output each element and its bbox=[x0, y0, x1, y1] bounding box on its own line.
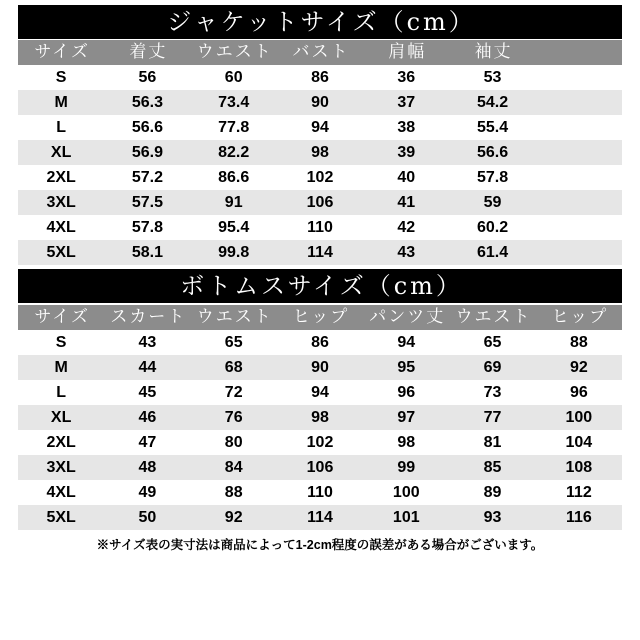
pants-length-value: 101 bbox=[392, 509, 420, 526]
hip-value-2: 104 bbox=[565, 434, 593, 451]
skirt-value: 44 bbox=[138, 359, 157, 376]
bottoms-row-4xl bbox=[18, 480, 622, 505]
jacket-row-m bbox=[18, 90, 622, 115]
empty-cell bbox=[536, 65, 622, 90]
sleeve-length-value: 57.8 bbox=[476, 169, 509, 186]
waist-value: 84 bbox=[224, 459, 243, 476]
size-label: L bbox=[56, 384, 67, 401]
bust-value: 102 bbox=[306, 169, 334, 186]
sleeve-length-value: 55.4 bbox=[476, 119, 509, 136]
hip-value: 94 bbox=[311, 384, 329, 401]
skirt-value: 48 bbox=[138, 459, 157, 476]
length-value: 57.5 bbox=[131, 194, 163, 211]
jacket-row-4xl bbox=[18, 215, 622, 240]
bottoms-size-table bbox=[18, 269, 622, 530]
empty-cell bbox=[536, 240, 622, 265]
waist-value: 72 bbox=[224, 384, 243, 401]
header-bust: バスト bbox=[292, 42, 350, 62]
waist-value: 60 bbox=[224, 69, 243, 86]
header-skirt: スカート bbox=[110, 307, 187, 327]
length-value: 56.9 bbox=[131, 144, 163, 161]
pants-length-value: 94 bbox=[397, 334, 416, 351]
waist-value-2: 65 bbox=[483, 334, 502, 351]
empty-cell bbox=[536, 165, 622, 190]
jacket-row-5xl bbox=[18, 240, 622, 265]
bottoms-row-2xl bbox=[18, 430, 622, 455]
hip-value-2: 116 bbox=[565, 509, 592, 526]
bust-value: 114 bbox=[307, 244, 333, 261]
header-shoulder-width: 肩幅 bbox=[388, 42, 427, 62]
pants-length-value: 100 bbox=[392, 484, 420, 501]
hip-value-2: 112 bbox=[565, 484, 592, 501]
size-label: S bbox=[55, 334, 67, 351]
header-hip-2: ヒップ bbox=[551, 307, 609, 327]
size-label: L bbox=[56, 119, 67, 136]
hip-value: 114 bbox=[307, 509, 333, 526]
waist-value: 76 bbox=[224, 409, 243, 426]
hip-value-2: 96 bbox=[569, 384, 588, 401]
skirt-value: 45 bbox=[138, 384, 157, 401]
header-size: サイズ bbox=[34, 307, 90, 327]
length-value: 57.8 bbox=[131, 219, 163, 236]
waist-value-2: 69 bbox=[483, 359, 502, 376]
shoulder-width-value: 41 bbox=[397, 194, 416, 211]
waist-value-2: 73 bbox=[483, 384, 502, 401]
jacket-row-3xl bbox=[18, 190, 622, 215]
header-size: サイズ bbox=[34, 42, 90, 62]
bottoms-row-m bbox=[18, 355, 622, 380]
bottoms-row-l bbox=[18, 380, 622, 405]
waist-value: 80 bbox=[224, 434, 243, 451]
hip-value: 110 bbox=[307, 484, 333, 501]
waist-value: 82.2 bbox=[218, 144, 250, 161]
jacket-row-l bbox=[18, 115, 622, 140]
bottoms-row-5xl bbox=[18, 505, 622, 530]
empty-cell bbox=[536, 140, 622, 165]
bottoms-header-row bbox=[18, 305, 622, 330]
size-label: M bbox=[54, 359, 68, 376]
waist-value: 95.4 bbox=[218, 219, 250, 236]
size-label: 2XL bbox=[46, 434, 76, 451]
header-waist-2: ウエスト bbox=[455, 307, 532, 327]
jacket-size-table bbox=[18, 5, 622, 265]
shoulder-width-value: 38 bbox=[397, 119, 416, 136]
bust-value: 106 bbox=[306, 194, 334, 211]
bust-value: 98 bbox=[311, 144, 329, 161]
pants-length-value: 95 bbox=[397, 359, 416, 376]
length-value: 57.2 bbox=[131, 169, 163, 186]
waist-value: 91 bbox=[224, 194, 243, 211]
length-value: 56 bbox=[138, 69, 157, 86]
sleeve-length-value: 61.4 bbox=[476, 244, 509, 261]
hip-value: 102 bbox=[306, 434, 334, 451]
header-hip: ヒップ bbox=[292, 307, 350, 327]
hip-value-2: 88 bbox=[569, 334, 588, 351]
skirt-value: 46 bbox=[138, 409, 157, 426]
header-pants-length: パンツ丈 bbox=[369, 307, 446, 327]
size-label: 3XL bbox=[46, 194, 76, 211]
pants-length-value: 99 bbox=[397, 459, 416, 476]
hip-value: 90 bbox=[311, 359, 329, 376]
empty-cell bbox=[536, 115, 622, 140]
waist-value: 88 bbox=[224, 484, 243, 501]
shoulder-width-value: 43 bbox=[397, 244, 416, 261]
waist-value: 99.8 bbox=[218, 244, 250, 261]
header-length: 着丈 bbox=[129, 42, 168, 62]
length-value: 56.6 bbox=[131, 119, 163, 136]
shoulder-width-value: 37 bbox=[397, 94, 416, 111]
size-disclaimer-note: ※サイズ表の実寸法は商品によって1-2cm程度の誤差がある場合がございます。 bbox=[96, 538, 544, 552]
shoulder-width-value: 40 bbox=[397, 169, 416, 186]
jacket-table-title: ジャケットサイズ（cm） bbox=[18, 5, 622, 39]
size-label: 3XL bbox=[46, 459, 76, 476]
sleeve-length-value: 60.2 bbox=[476, 219, 509, 236]
size-label: 5XL bbox=[46, 509, 76, 526]
size-label: XL bbox=[50, 144, 72, 161]
sleeve-length-value: 54.2 bbox=[476, 94, 509, 111]
bust-value: 94 bbox=[311, 119, 329, 136]
bottoms-row-3xl bbox=[18, 455, 622, 480]
skirt-value: 43 bbox=[138, 334, 157, 351]
jacket-row-xl bbox=[18, 140, 622, 165]
pants-length-value: 96 bbox=[397, 384, 416, 401]
hip-value-2: 100 bbox=[565, 409, 593, 426]
bottoms-row-xl bbox=[18, 405, 622, 430]
header-empty bbox=[536, 40, 622, 65]
waist-value-2: 93 bbox=[483, 509, 502, 526]
empty-cell bbox=[536, 190, 622, 215]
waist-value: 65 bbox=[224, 334, 243, 351]
size-label: 4XL bbox=[46, 219, 76, 236]
jacket-row-2xl bbox=[18, 165, 622, 190]
hip-value-2: 92 bbox=[569, 359, 588, 376]
size-label: 4XL bbox=[46, 484, 76, 501]
bottoms-row-s bbox=[18, 330, 622, 355]
waist-value-2: 77 bbox=[483, 409, 502, 426]
skirt-value: 49 bbox=[138, 484, 157, 501]
size-label: XL bbox=[50, 409, 72, 426]
sleeve-length-value: 59 bbox=[483, 194, 502, 211]
header-waist: ウエスト bbox=[196, 42, 273, 62]
hip-value-2: 108 bbox=[565, 459, 593, 476]
bust-value: 90 bbox=[311, 94, 329, 111]
pants-length-value: 97 bbox=[397, 409, 416, 426]
empty-cell bbox=[536, 215, 622, 240]
size-label: 2XL bbox=[46, 169, 76, 186]
waist-value: 68 bbox=[224, 359, 243, 376]
shoulder-width-value: 36 bbox=[397, 69, 416, 86]
waist-value: 92 bbox=[224, 509, 243, 526]
pants-length-value: 98 bbox=[397, 434, 416, 451]
empty-cell bbox=[536, 90, 622, 115]
length-value: 58.1 bbox=[131, 244, 163, 261]
header-sleeve-length: 袖丈 bbox=[474, 42, 513, 62]
hip-value: 86 bbox=[311, 334, 329, 351]
header-waist: ウエスト bbox=[196, 307, 273, 327]
size-label: M bbox=[54, 94, 68, 111]
size-label: S bbox=[55, 69, 67, 86]
bottoms-table-title: ボトムスサイズ（cm） bbox=[18, 269, 622, 303]
shoulder-width-value: 39 bbox=[397, 144, 416, 161]
waist-value: 73.4 bbox=[218, 94, 250, 111]
sleeve-length-value: 56.6 bbox=[476, 144, 509, 161]
skirt-value: 47 bbox=[138, 434, 157, 451]
waist-value: 77.8 bbox=[218, 119, 250, 136]
jacket-row-s bbox=[18, 65, 622, 90]
bust-value: 110 bbox=[307, 219, 333, 236]
shoulder-width-value: 42 bbox=[397, 219, 416, 236]
waist-value: 86.6 bbox=[218, 169, 250, 186]
bust-value: 86 bbox=[311, 69, 329, 86]
jacket-header-row bbox=[18, 40, 622, 65]
waist-value-2: 81 bbox=[483, 434, 502, 451]
hip-value: 98 bbox=[311, 409, 329, 426]
hip-value: 106 bbox=[306, 459, 334, 476]
sleeve-length-value: 53 bbox=[483, 69, 502, 86]
length-value: 56.3 bbox=[131, 94, 163, 111]
waist-value-2: 89 bbox=[483, 484, 502, 501]
waist-value-2: 85 bbox=[483, 459, 502, 476]
size-label: 5XL bbox=[46, 244, 76, 261]
skirt-value: 50 bbox=[138, 509, 157, 526]
